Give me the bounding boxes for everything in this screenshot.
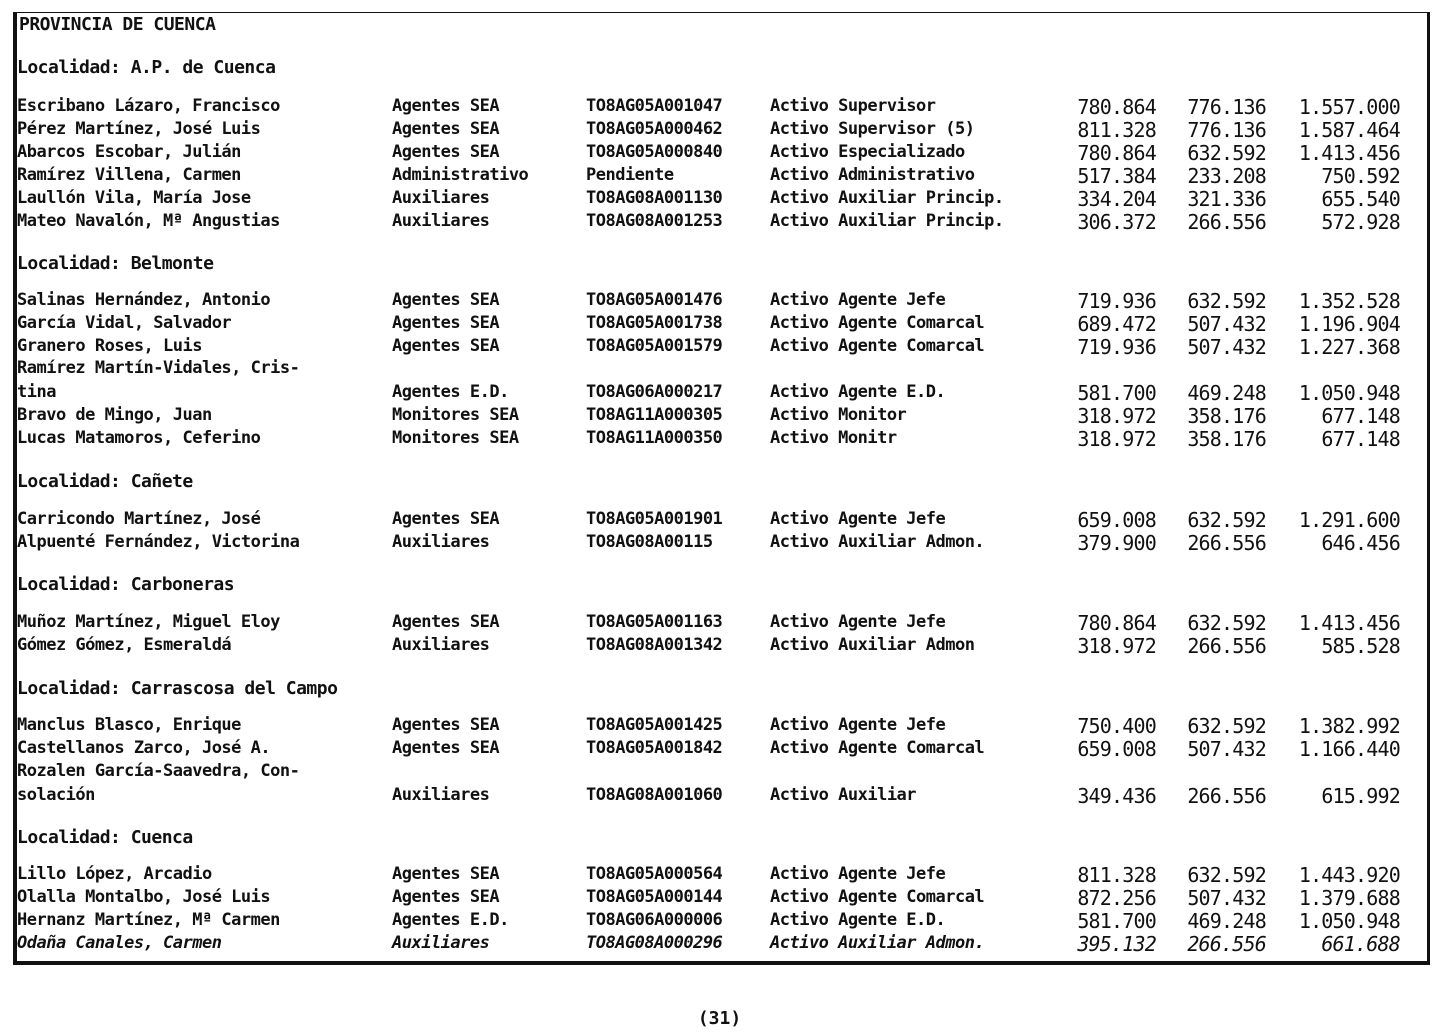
category: Auxiliares <box>392 933 490 953</box>
category: Auxiliares <box>392 188 490 208</box>
code: TO8AG05A001579 <box>586 336 723 356</box>
total: 1.196.904 <box>1298 312 1400 336</box>
total: 1.352.528 <box>1298 289 1400 313</box>
value-2: 266.556 <box>1187 634 1266 658</box>
table-row <box>0 887 1410 909</box>
value-1: 517.384 <box>1077 164 1156 188</box>
status: Activo Auxiliar Princip. <box>770 211 1004 231</box>
value-2: 776.136 <box>1187 118 1266 142</box>
status: Activo Agente Comarcal <box>770 887 985 907</box>
value-1: 719.936 <box>1077 335 1156 359</box>
page-number: (31) <box>697 1008 742 1029</box>
table-row <box>0 290 1410 312</box>
employee-name: Salinas Hernández, Antonio <box>17 290 271 310</box>
table-row <box>0 142 1410 164</box>
table-row <box>0 738 1410 760</box>
total: 1.227.368 <box>1298 335 1400 359</box>
table-row <box>0 532 1410 554</box>
employee-name: Manclus Blasco, Enrique <box>17 715 241 735</box>
status: Activo Agente E.D. <box>770 382 946 402</box>
value-1: 719.936 <box>1077 289 1156 313</box>
value-1: 780.864 <box>1077 611 1156 635</box>
value-2: 507.432 <box>1187 335 1266 359</box>
value-1: 395.132 <box>1077 932 1156 956</box>
value-2: 358.176 <box>1187 427 1266 451</box>
value-2: 469.248 <box>1187 381 1266 405</box>
value-1: 334.204 <box>1077 187 1156 211</box>
value-1: 811.328 <box>1077 118 1156 142</box>
status: Activo Agente Jefe <box>770 864 946 884</box>
value-2: 266.556 <box>1187 932 1266 956</box>
code: TO8AG08A001060 <box>586 785 723 805</box>
status: Activo Agente E.D. <box>770 910 946 930</box>
value-2: 358.176 <box>1187 404 1266 428</box>
category: Agentes SEA <box>392 290 500 310</box>
locality-heading: Localidad: Carboneras <box>17 574 235 595</box>
total: 750.592 <box>1321 164 1400 188</box>
code: TO8AG08A001130 <box>586 188 723 208</box>
locality-heading: Localidad: Belmonte <box>17 253 214 274</box>
status: Activo Monitr <box>770 428 897 448</box>
employee-name: tina <box>17 382 56 402</box>
value-2: 632.592 <box>1187 863 1266 887</box>
employee-name: Lillo López, Arcadio <box>17 864 212 884</box>
value-1: 318.972 <box>1077 404 1156 428</box>
employee-name: Escribano Lázaro, Francisco <box>17 96 280 116</box>
category: Agentes SEA <box>392 119 500 139</box>
category: Monitores SEA <box>392 405 519 425</box>
total: 1.413.456 <box>1298 141 1400 165</box>
value-1: 811.328 <box>1077 863 1156 887</box>
total: 1.557.000 <box>1298 95 1400 119</box>
employee-name: Castellanos Zarco, José A. <box>17 738 271 758</box>
category: Auxiliares <box>392 635 490 655</box>
employee-name: Abarcos Escobar, Julián <box>17 142 241 162</box>
table-row <box>0 761 1410 808</box>
value-2: 233.208 <box>1187 164 1266 188</box>
value-2: 776.136 <box>1187 95 1266 119</box>
employee-name: Lucas Matamoros, Ceferino <box>17 428 261 448</box>
total: 655.540 <box>1321 187 1400 211</box>
total: 572.928 <box>1321 210 1400 234</box>
employee-name: Bravo de Mingo, Juan <box>17 405 212 425</box>
employee-name: Laullón Vila, María Jose <box>17 188 251 208</box>
value-2: 266.556 <box>1187 210 1266 234</box>
employee-name: Odaña Canales, Carmen <box>17 933 222 953</box>
value-2: 507.432 <box>1187 737 1266 761</box>
total: 1.382.992 <box>1298 714 1400 738</box>
table-row <box>0 119 1410 141</box>
total: 677.148 <box>1321 427 1400 451</box>
status: Activo Especializado <box>770 142 965 162</box>
total: 585.528 <box>1321 634 1400 658</box>
total: 646.456 <box>1321 531 1400 555</box>
employee-name-line1: Rozalen García-Saavedra, Con- <box>17 761 300 781</box>
status: Activo Auxiliar Princip. <box>770 188 1004 208</box>
table-row <box>0 864 1410 886</box>
total: 1.379.688 <box>1298 886 1400 910</box>
status: Activo Agente Jefe <box>770 509 946 529</box>
category: Administrativo <box>392 165 529 185</box>
code: Pendiente <box>586 165 674 185</box>
table-row <box>0 715 1410 737</box>
status: Activo Monitor <box>770 405 907 425</box>
table-row <box>0 933 1410 955</box>
locality-heading: Localidad: Cuenca <box>17 827 193 848</box>
code: TO8AG05A000144 <box>586 887 723 907</box>
category: Auxiliares <box>392 211 490 231</box>
category: Agentes SEA <box>392 96 500 116</box>
table-row <box>0 428 1410 450</box>
code: TO8AG05A000462 <box>586 119 723 139</box>
status: Activo Agente Comarcal <box>770 738 985 758</box>
value-1: 780.864 <box>1077 141 1156 165</box>
code: TO8AG06A000006 <box>586 910 723 930</box>
category: Agentes SEA <box>392 612 500 632</box>
table-row <box>0 910 1410 932</box>
code: TO8AG05A001738 <box>586 313 723 333</box>
employee-name: Hernanz Martínez, Mª Carmen <box>17 910 280 930</box>
value-1: 750.400 <box>1077 714 1156 738</box>
code: TO8AG08A001342 <box>586 635 723 655</box>
total: 1.291.600 <box>1298 508 1400 532</box>
code: TO8AG08A00115 <box>586 532 713 552</box>
employee-name: Pérez Martínez, José Luis <box>17 119 261 139</box>
employee-name: Muñoz Martínez, Miguel Eloy <box>17 612 280 632</box>
category: Agentes SEA <box>392 336 500 356</box>
total: 1.050.948 <box>1298 909 1400 933</box>
value-2: 266.556 <box>1187 784 1266 808</box>
value-1: 349.436 <box>1077 784 1156 808</box>
code: TO8AG08A001253 <box>586 211 723 231</box>
category: Auxiliares <box>392 532 490 552</box>
value-1: 780.864 <box>1077 95 1156 119</box>
table-row <box>0 96 1410 118</box>
code: TO8AG11A000350 <box>586 428 723 448</box>
value-1: 379.900 <box>1077 531 1156 555</box>
value-2: 321.336 <box>1187 187 1266 211</box>
value-2: 266.556 <box>1187 531 1266 555</box>
employee-name: Alpuenté Fernández, Victorina <box>17 532 300 552</box>
code: TO8AG05A001476 <box>586 290 723 310</box>
table-row <box>0 405 1410 427</box>
status: Activo Auxiliar <box>770 785 917 805</box>
status: Activo Agente Comarcal <box>770 336 985 356</box>
value-1: 689.472 <box>1077 312 1156 336</box>
value-1: 581.700 <box>1077 381 1156 405</box>
total: 1.443.920 <box>1298 863 1400 887</box>
status: Activo Supervisor (5) <box>770 119 975 139</box>
total: 677.148 <box>1321 404 1400 428</box>
code: TO8AG05A001047 <box>586 96 723 116</box>
locality-heading: Localidad: Cañete <box>17 471 193 492</box>
status: Activo Supervisor <box>770 96 936 116</box>
value-2: 507.432 <box>1187 312 1266 336</box>
code: TO8AG06A000217 <box>586 382 723 402</box>
category: Agentes SEA <box>392 864 500 884</box>
category: Agentes SEA <box>392 509 500 529</box>
table-row <box>0 336 1410 358</box>
value-2: 632.592 <box>1187 714 1266 738</box>
value-2: 507.432 <box>1187 886 1266 910</box>
value-1: 318.972 <box>1077 634 1156 658</box>
value-1: 872.256 <box>1077 886 1156 910</box>
category: Agentes SEA <box>392 887 500 907</box>
category: Agentes E.D. <box>392 910 509 930</box>
employee-name: Carricondo Martínez, José <box>17 509 261 529</box>
value-1: 659.008 <box>1077 508 1156 532</box>
code: TO8AG05A000840 <box>586 142 723 162</box>
status: Activo Administrativo <box>770 165 975 185</box>
value-1: 318.972 <box>1077 427 1156 451</box>
total: 661.688 <box>1321 932 1400 956</box>
category: Monitores SEA <box>392 428 519 448</box>
employee-name: Ramírez Villena, Carmen <box>17 165 241 185</box>
code: TO8AG05A000564 <box>586 864 723 884</box>
employee-name: Mateo Navalón, Mª Angustias <box>17 211 280 231</box>
table-row <box>0 509 1410 531</box>
category: Agentes SEA <box>392 313 500 333</box>
code: TO8AG08A000296 <box>586 933 723 953</box>
value-2: 469.248 <box>1187 909 1266 933</box>
value-1: 581.700 <box>1077 909 1156 933</box>
status: Activo Agente Jefe <box>770 290 946 310</box>
value-2: 632.592 <box>1187 141 1266 165</box>
status: Activo Auxiliar Admon <box>770 635 975 655</box>
locality-heading: Localidad: Carrascosa del Campo <box>17 678 338 699</box>
value-2: 632.592 <box>1187 508 1266 532</box>
employee-name: Granero Roses, Luis <box>17 336 202 356</box>
code: TO8AG05A001901 <box>586 509 723 529</box>
value-1: 659.008 <box>1077 737 1156 761</box>
total: 615.992 <box>1321 784 1400 808</box>
employee-name: García Vidal, Salvador <box>17 313 232 333</box>
table-row <box>0 635 1410 657</box>
table-row <box>0 358 1410 405</box>
table-row <box>0 165 1410 187</box>
value-1: 306.372 <box>1077 210 1156 234</box>
status: Activo Auxiliar Admon. <box>770 532 985 552</box>
table-row <box>0 313 1410 335</box>
table-row <box>0 211 1410 233</box>
status: Activo Auxiliar Admon. <box>770 933 985 953</box>
employee-name-line1: Ramírez Martín-Vidales, Cris- <box>17 358 300 378</box>
employee-name: solación <box>17 785 95 805</box>
locality-heading: Localidad: A.P. de Cuenca <box>17 57 276 78</box>
code: TO8AG05A001842 <box>586 738 723 758</box>
total: 1.587.464 <box>1298 118 1400 142</box>
code: TO8AG05A001425 <box>586 715 723 735</box>
total: 1.413.456 <box>1298 611 1400 635</box>
code: TO8AG05A001163 <box>586 612 723 632</box>
province-title: PROVINCIA DE CUENCA <box>19 14 216 35</box>
value-2: 632.592 <box>1187 289 1266 313</box>
total: 1.050.948 <box>1298 381 1400 405</box>
category: Auxiliares <box>392 785 490 805</box>
category: Agentes E.D. <box>392 382 509 402</box>
employee-name: Olalla Montalbo, José Luis <box>17 887 271 907</box>
total: 1.166.440 <box>1298 737 1400 761</box>
employee-name: Gómez Gómez, Esmeraldá <box>17 635 232 655</box>
status: Activo Agente Jefe <box>770 715 946 735</box>
category: Agentes SEA <box>392 142 500 162</box>
code: TO8AG11A000305 <box>586 405 723 425</box>
status: Activo Agente Jefe <box>770 612 946 632</box>
category: Agentes SEA <box>392 715 500 735</box>
table-row <box>0 188 1410 210</box>
value-2: 632.592 <box>1187 611 1266 635</box>
category: Agentes SEA <box>392 738 500 758</box>
status: Activo Agente Comarcal <box>770 313 985 333</box>
table-row <box>0 612 1410 634</box>
